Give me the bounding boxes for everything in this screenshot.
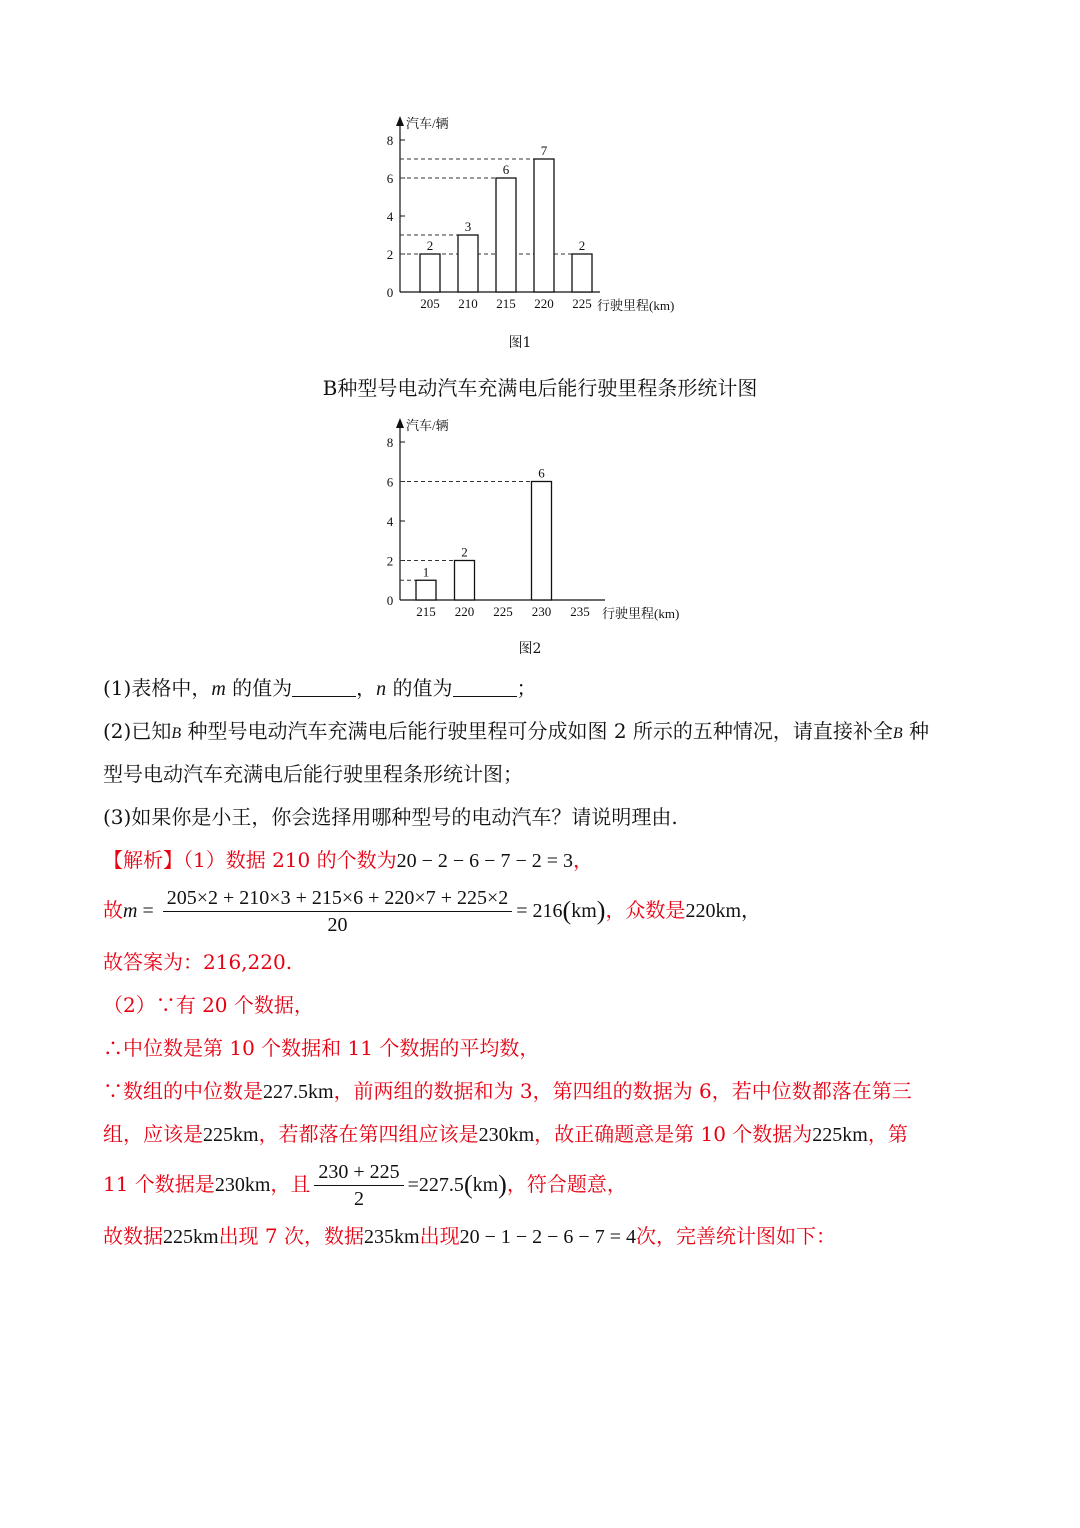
- question-1: (1)表格中，m 的值为 ，n 的值为 ；: [103, 676, 537, 700]
- bar-215: [416, 580, 436, 600]
- bar-225: [572, 254, 592, 292]
- x-axis-label: 行驶里程(km): [597, 298, 675, 313]
- data-label-220: 2: [461, 544, 468, 560]
- median-fraction: $\frac{230 + 225}{2}$: [314, 1160, 403, 1211]
- x-tick-label-210: 210: [458, 296, 478, 311]
- solution-line-3: 故答案为：216,220.: [103, 950, 293, 974]
- y-tick-label-0: 0: [386, 593, 394, 608]
- y-tick-label-8: 8: [386, 435, 394, 450]
- chart-1-caption: 图1: [508, 335, 532, 351]
- x-axis-label: 行驶里程(km): [602, 606, 680, 621]
- data-label-220: 7: [540, 143, 548, 158]
- y-tick-label-2: 2: [386, 247, 394, 262]
- x-tick-label-225: 225: [572, 296, 592, 311]
- bar-220: [534, 159, 554, 292]
- y-tick-label-6: 6: [386, 474, 394, 490]
- bar-215: [496, 178, 516, 292]
- bar-210: [458, 235, 478, 292]
- mean-fraction: $\frac{205\times 2 + 210\times 3 + 215\times 6 + 220\times 7 + 225\times 2}{20}$: [163, 886, 513, 937]
- chart-2-caption: 图2: [518, 641, 542, 657]
- y-tick-label-8: 8: [386, 133, 394, 148]
- data-label-215: 1: [422, 564, 430, 580]
- x-tick-label-215: 215: [496, 296, 516, 311]
- y-axis-label: 汽车/辆: [406, 116, 449, 131]
- question-2-line-2: 型号电动汽车充满电后能行驶里程条形统计图；: [103, 762, 523, 786]
- y-tick-label-2: 2: [386, 553, 394, 569]
- chart-2-title: B种型号电动汽车充满电后能行驶里程条形统计图: [322, 376, 758, 400]
- y-axis-arrow: [396, 418, 404, 428]
- y-axis-label: 汽车/辆: [406, 418, 449, 433]
- solution-line-6: ∵数组的中位数是227.5km，前两组的数据和为 3，第四组的数据为 6，若中位数都落在第三: [103, 1079, 912, 1103]
- solution-line-5: ∴中位数是第 10 个数据和 11 个数据的平均数，: [103, 1036, 540, 1060]
- data-label-210: 3: [464, 219, 472, 234]
- chart-2: [360, 410, 705, 625]
- solution-line-7: 组，应该是225km，若都落在第四组应该是230km，故正确题意是第 10 个数据为225km，第: [103, 1122, 908, 1146]
- x-tick-label-215: 215: [416, 604, 436, 619]
- data-label-230: 6: [538, 465, 545, 481]
- solution-line-4: （2）∵有 20 个数据，: [103, 993, 314, 1017]
- y-tick-label-6: 6: [386, 171, 394, 186]
- y-axis-arrow: [396, 116, 404, 126]
- bar-205: [420, 254, 440, 292]
- solution-line-1: 【解析】（1）数据 210 的个数为20 − 2 − 6 − 7 − 2 = 3，: [103, 848, 594, 872]
- x-tick-label-220: 220: [534, 296, 554, 311]
- chart-1: [360, 108, 700, 318]
- solution-line-8: 11 个数据是230km，且 $\frac{230 + 225}{2}$ =227.5(km)，符合题意，: [103, 1161, 627, 1210]
- data-label-205: 2: [426, 238, 434, 253]
- solution-line-9: 故数据225km出现 7 次，数据235km出现20 − 1 − 2 − 6 − 7 = 4次，完善统计图如下：: [103, 1224, 836, 1248]
- solution-line-2: 故m = $\frac{205\times 2 + 210\times 3 + 215\times 6 + 220\times 7 + 225\times 2}{20}$ = 216(km)，众数是220km，: [103, 887, 761, 936]
- x-tick-label-205: 205: [420, 296, 440, 311]
- y-tick-label-4: 4: [386, 514, 394, 529]
- x-tick-label-235: 235: [570, 604, 590, 619]
- x-tick-label-230: 230: [531, 604, 552, 619]
- data-label-215: 6: [502, 162, 510, 177]
- x-tick-label-220: 220: [454, 604, 475, 619]
- question-2-line-1: (2)已知B 种型号电动汽车充满电后能行驶里程可分成如图 2 所示的五种情况，请直接补全B 种: [103, 719, 930, 743]
- bar-220: [455, 561, 475, 601]
- question-3: (3)如果你是小王，你会选择用哪种型号的电动汽车？请说明理由.: [103, 805, 678, 829]
- answer-blank-n[interactable]: [453, 676, 517, 697]
- bar-230: [532, 482, 552, 601]
- y-tick-label-4: 4: [386, 209, 394, 224]
- y-tick-label-0: 0: [386, 285, 394, 300]
- data-label-225: 2: [578, 238, 586, 253]
- x-tick-label-225: 225: [493, 604, 513, 619]
- answer-blank-m[interactable]: [292, 676, 356, 697]
